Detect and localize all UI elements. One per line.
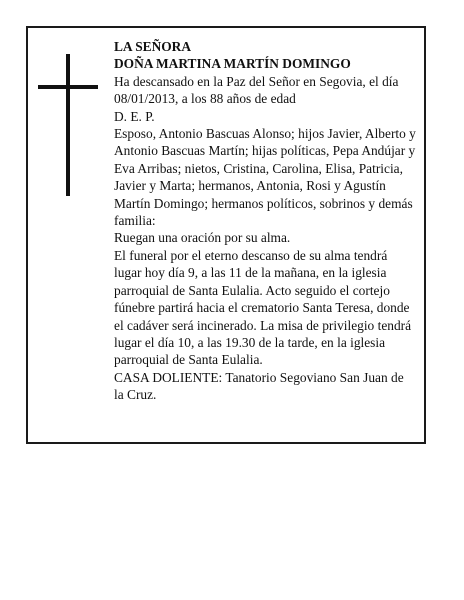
prayer-request: Ruegan una oración por su alma.: [114, 230, 291, 246]
death-statement: Ha descansado en la Paz del Señor en Segovia, el día 08/01/2013, a los 88 años de edad: [114, 73, 399, 107]
deceased-name: DOÑA MARTINA MARTÍN DOMINGO: [114, 56, 351, 72]
notice-title: LA SEÑORA: [114, 39, 192, 54]
dep-line: D. E. P.: [114, 108, 155, 124]
cross-icon: [66, 54, 70, 196]
family-list: Esposo, Antonio Bascuas Alonso; hijos Javier, Alberto y Antonio Bascuas Martín; hijas políticas, Pepa Andújar y Eva Arribas; nietos, Cristina, Carolina, Elisa, Patricia, Javier y Marta; hermanos, Antonia, Rosi y Agustín Martín Domingo; hermanos políticos, sobrinos y demás familia:: [114, 126, 416, 229]
mourning-house: CASA DOLIENTE: Tanatorio Segoviano San Juan de la Cruz.: [114, 369, 404, 403]
cross-icon-arm: [38, 85, 98, 89]
funeral-details: El funeral por el eterno descanso de su alma tendrá lugar hoy día 9, a las 11 de la mañana, en la iglesia parroquial de Santa Eulalia. Acto seguido el cortejo fúnebre partirá hacia el crematorio Santa Teresa, donde el cadáver será incinerado. La misa de privilegio tendrá lugar el día 10, a las 19.30 de la tarde, en la iglesia parroquial de Santa Eulalia.: [114, 247, 412, 368]
obituary-text-block: [114, 38, 416, 404]
